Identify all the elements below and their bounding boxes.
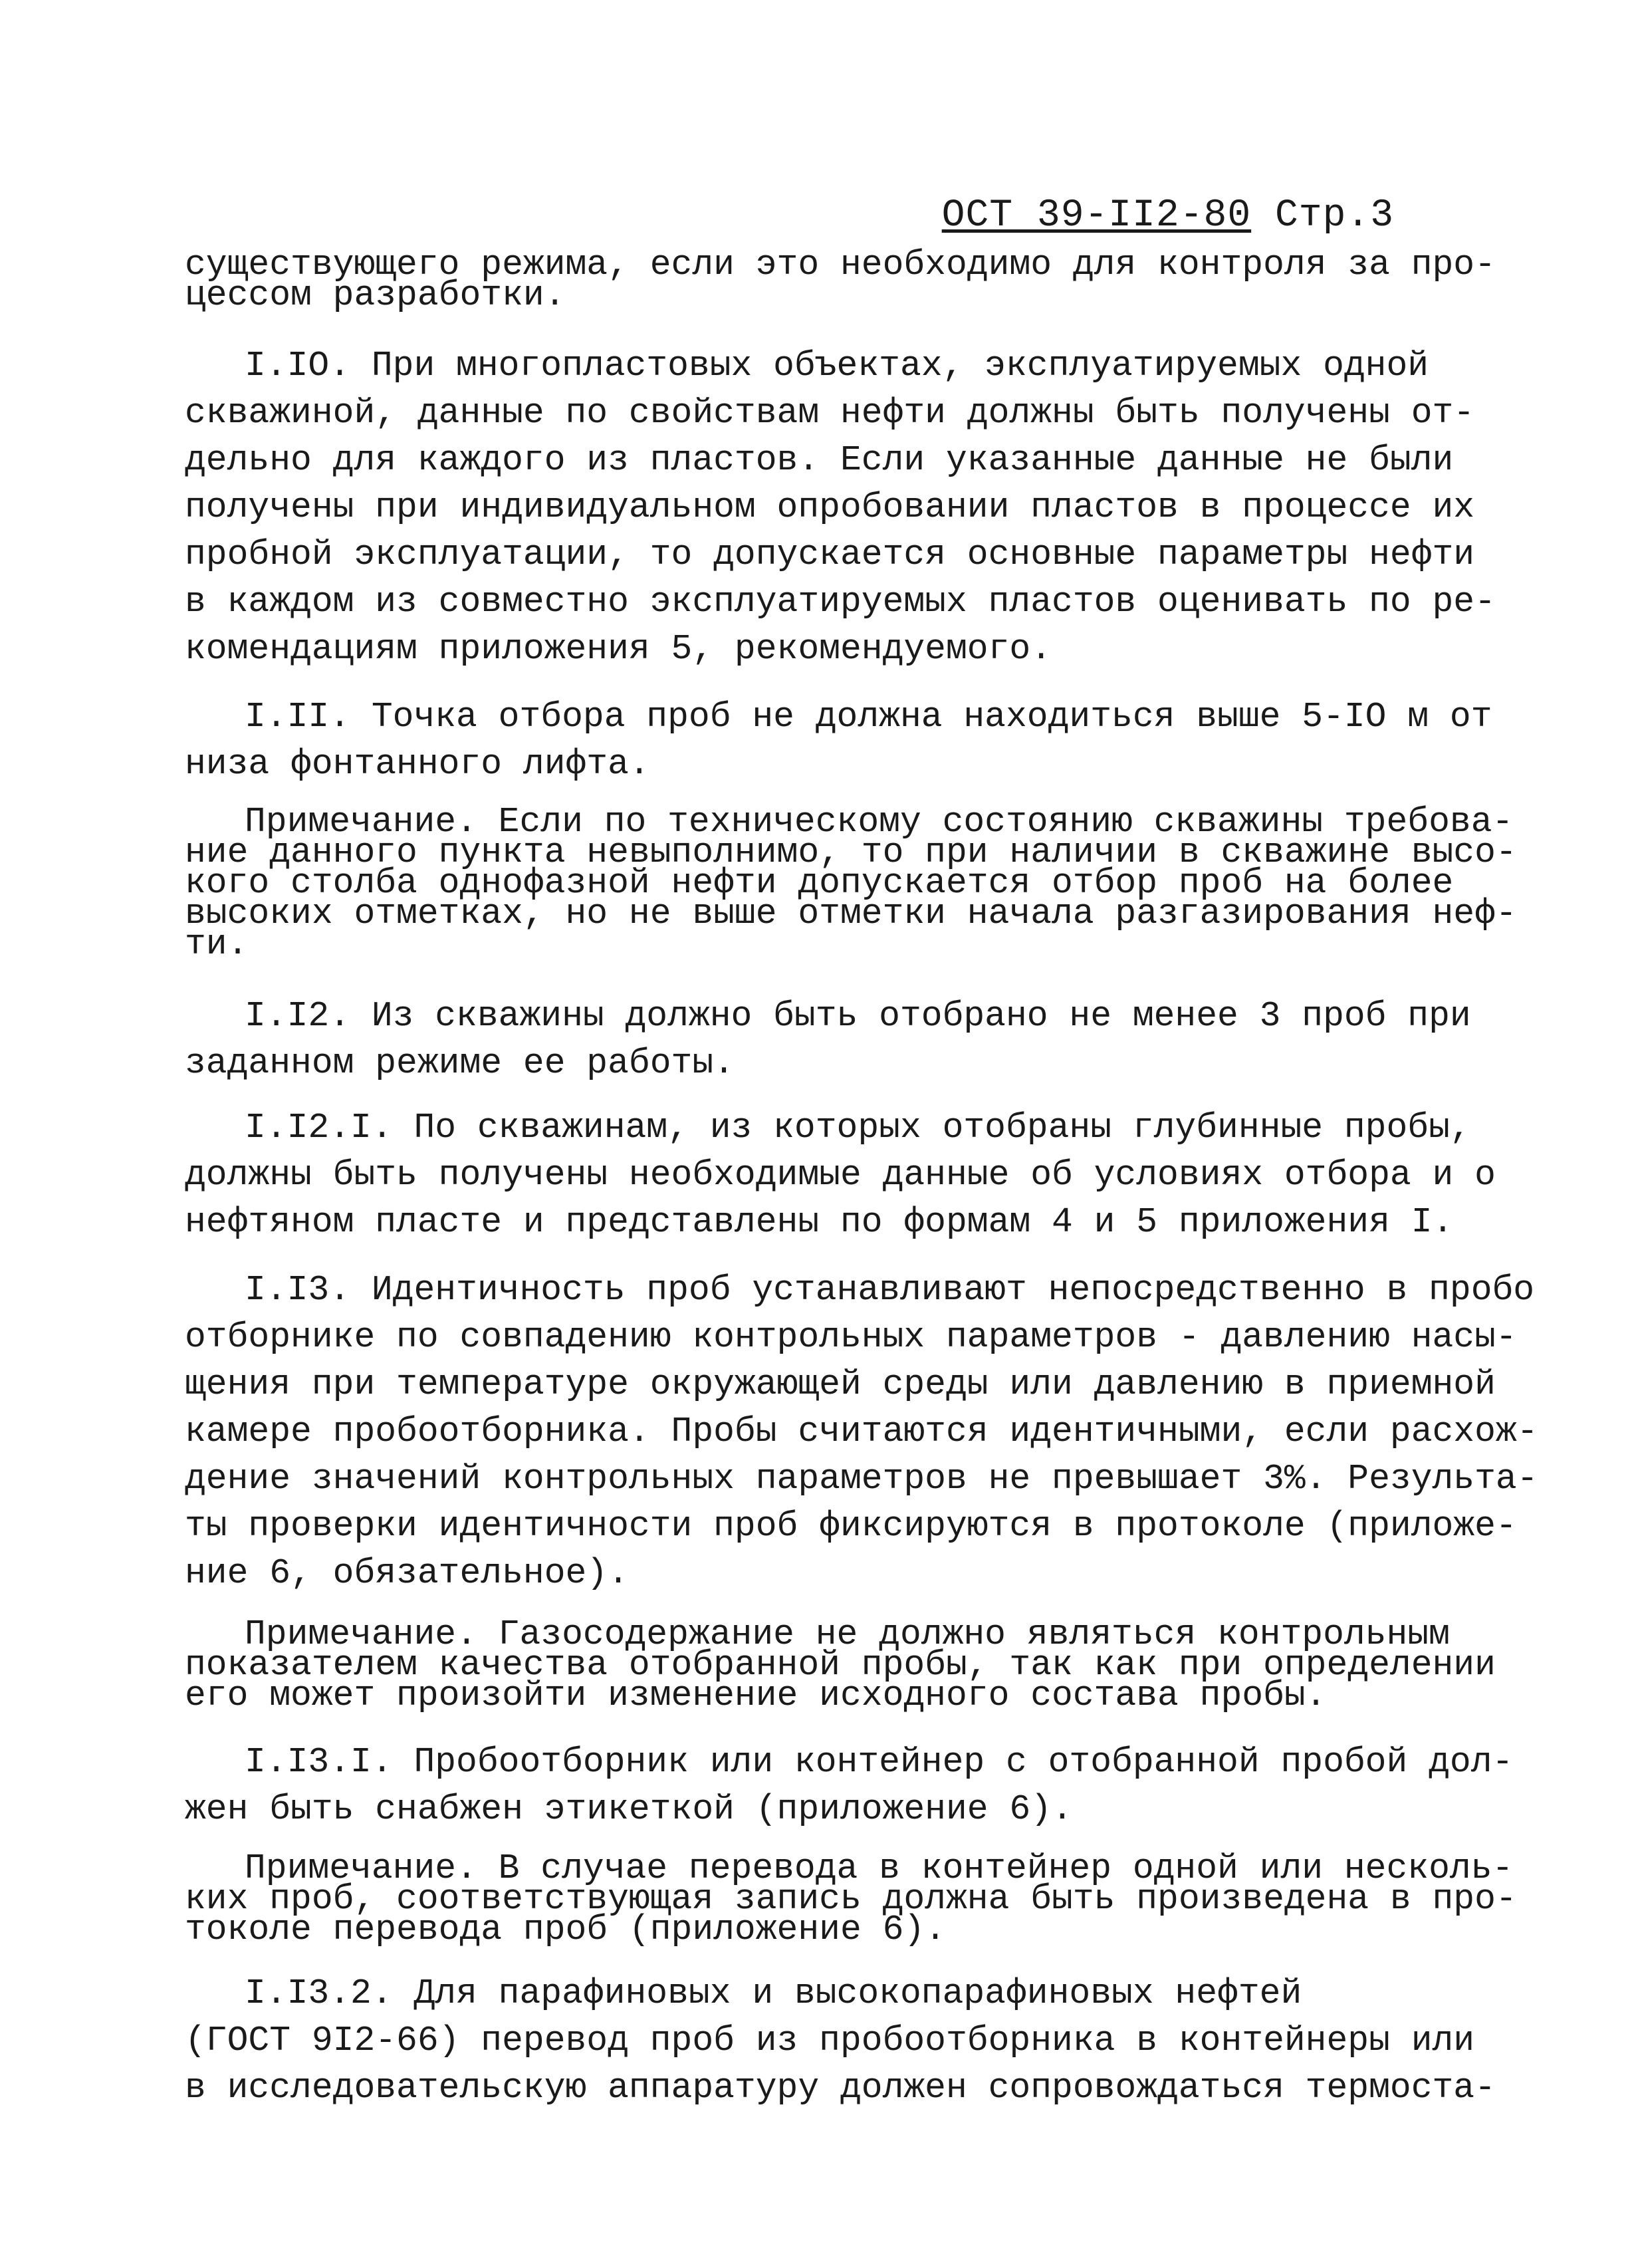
text-line: ти.	[185, 924, 249, 964]
text-line: Примечание. Если по техническому состоянию скважины требова-	[245, 802, 1514, 842]
text-line: жен быть снабжен этикеткой (приложение 6).	[185, 1789, 1073, 1829]
text-line: пробной эксплуатации, то допускается основные параметры нефти	[185, 535, 1475, 574]
paragraph	[185, 1267, 1538, 1597]
note-block	[185, 1614, 1496, 1715]
text-line: ких проб, соответствующая запись должна быть произведена в про-	[185, 1879, 1517, 1919]
note-block	[185, 1848, 1517, 1950]
text-line: заданном режиме ее работы.	[185, 1043, 735, 1083]
text-line: низа фонтанного лифта.	[185, 744, 650, 784]
text-line: камере пробоотборника. Пробы считаются идентичными, если расхож-	[185, 1412, 1538, 1451]
text-line: существующего режима, если это необходимо для контроля за про-	[185, 245, 1496, 285]
text-line: цессом разработки.	[185, 275, 566, 315]
text-line: I.IO. При многопластовых объектах, эксплуатируемых одной	[245, 346, 1429, 386]
text-line: ние 6, обязательное).	[185, 1553, 629, 1593]
paragraph	[185, 1739, 1514, 1833]
text-line: дельно для каждого из пластов. Если указанные данные не были	[185, 440, 1454, 480]
paragraph	[185, 1970, 1496, 2112]
text-line: в исследовательскую аппаратуру должен сопровождаться термоста-	[185, 2068, 1496, 2108]
text-line: щения при температуре окружающей среды или давлению в приемной	[185, 1364, 1496, 1404]
text-line: Примечание. Газосодержание не должно являться контрольным	[245, 1614, 1450, 1654]
paragraph	[185, 342, 1496, 673]
paragraph	[185, 1104, 1496, 1246]
page-header	[942, 193, 1394, 239]
paragraph	[185, 693, 1492, 788]
text-line: должны быть получены необходимые данные об условиях отбора и о	[185, 1155, 1496, 1195]
text-line: кого столба однофазной нефти допускается отбор проб на более	[185, 863, 1454, 903]
text-line: нефтяном пласте и представлены по формам 4 и 5 приложения I.	[185, 1202, 1454, 1242]
text-line: I.I3.2. Для парафиновых и высокопарафиновых нефтей	[245, 1973, 1302, 2013]
text-line: (ГОСТ 9I2-66) перевод проб из пробоотборника в контейнеры или	[185, 2021, 1475, 2061]
text-line: I.I2. Из скважины должно быть отобрано не менее 3 проб при	[245, 996, 1471, 1036]
text-line: комендациям приложения 5, рекомендуемого.	[185, 629, 1052, 669]
text-line: I.I2.I. По скважинам, из которых отобраны глубинные пробы,	[245, 1108, 1471, 1148]
text-line: отборнике по совпадению контрольных параметров - давлению насы-	[185, 1317, 1517, 1357]
note-block	[185, 245, 1496, 315]
text-line: высоких отметках, но не выше отметки начала разгазирования неф-	[185, 894, 1517, 934]
document-code: ОСТ 39-II2-80	[941, 194, 1252, 237]
text-line: скважиной, данные по свойствам нефти должны быть получены от-	[185, 393, 1475, 433]
page-number: Стр.3	[1274, 194, 1394, 237]
text-line: I.II. Точка отбора проб не должна находиться выше 5-IO м от	[245, 697, 1492, 737]
text-line: токоле перевода проб (приложение 6).	[185, 1910, 946, 1950]
text-line: его может произойти изменение исходного состава пробы.	[185, 1676, 1327, 1715]
text-line: дение значений контрольных параметров не превышает 3%. Результа-	[185, 1459, 1538, 1499]
paragraph	[185, 993, 1471, 1087]
text-line: ние данного пункта невыполнимо, то при наличии в скважине высо-	[185, 832, 1517, 872]
text-line: в каждом из совместно эксплуатируемых пластов оценивать по ре-	[185, 582, 1496, 622]
text-line: показателем качества отобранной пробы, так как при определении	[185, 1645, 1496, 1685]
text-line: ты проверки идентичности проб фиксируются в протоколе (приложе-	[185, 1506, 1517, 1546]
text-line: Примечание. В случае перевода в контейнер одной или несколь-	[245, 1848, 1514, 1888]
text-line: I.I3.I. Пробоотборник или контейнер с отобранной пробой дол-	[245, 1742, 1514, 1782]
text-line: получены при индивидуальном опробовании пластов в процессе их	[185, 487, 1475, 527]
text-line: I.I3. Идентичность проб устанавливают непосредственно в пробо	[245, 1270, 1535, 1310]
note-block	[185, 802, 1517, 964]
